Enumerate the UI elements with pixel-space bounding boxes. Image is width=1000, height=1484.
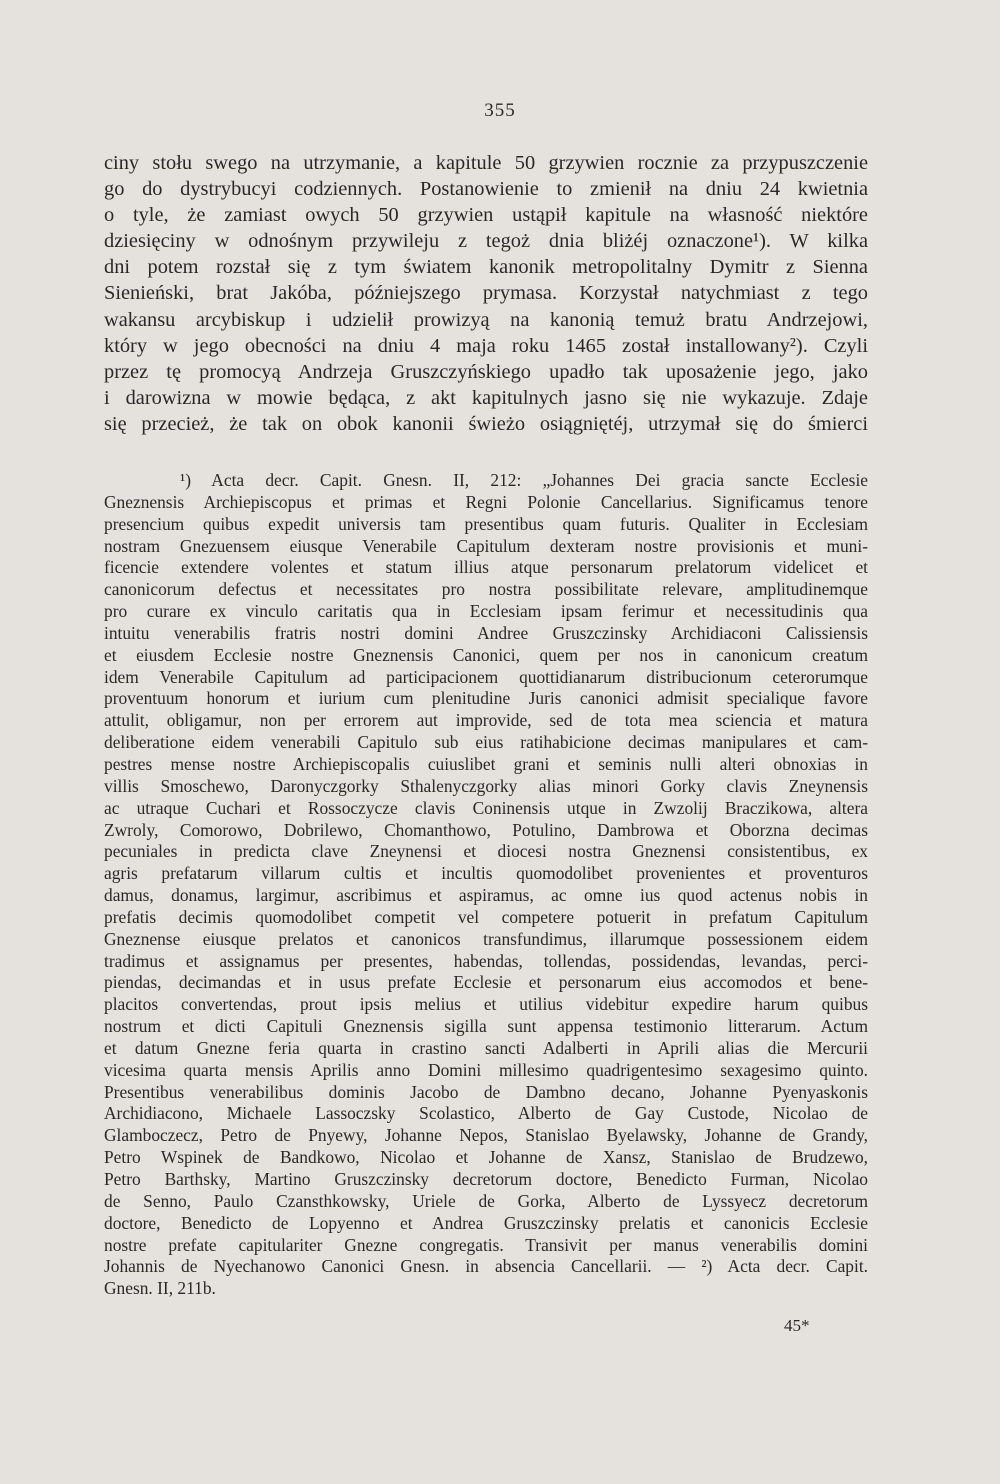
footnote-line: intuitu venerabilis fratris nostri domini Andree Gruszczinsky Archidiaconi Calissiensis: [104, 622, 868, 643]
text-line: o tyle, że zamiast owych 50 grzywien ustąpił kapitule na własność niektóre: [104, 204, 868, 227]
footnotes: [104, 470, 868, 1300]
footnote-line: ficencie extendere volentes et statum illius atque personarum prelatorum videlicet et: [104, 557, 868, 578]
footnote-line: et eiusdem Ecclesie nostre Gneznensis Canonici, quem per nos in canonicum creatum: [104, 644, 868, 665]
footnote-line: ac utraque Cuchari et Rossoczycze clavis Coninensis utque in Zwzolij Braczikowa, altera: [104, 797, 868, 818]
footnote-line: attulit, obligamur, non per errorem aut improvide, sed de tota mea sciencia et matura: [104, 710, 868, 731]
printer-signature: 45*: [784, 1316, 810, 1335]
footnote-line: pestres mense nostre Archiepiscopalis cuiuslibet grani et seminis nulli alteri obnoxias in: [104, 753, 868, 774]
text-line: który w jego obecności na dniu 4 maja roku 1465 został installowany²). Czyli: [104, 334, 868, 357]
footnote-line: Zwroly, Comorowo, Dobrilewo, Chomanthowo, Potulino, Dambrowa et Oborzna decimas: [104, 819, 868, 840]
text-line: Sienieński, brat Jakóba, późniejszego prymasa. Korzystał natychmiast z tego: [104, 282, 868, 305]
footnote-line: Petro Barthsky, Martino Gruszczinsky decretorum doctore, Benedicto Furman, Nicolao: [104, 1169, 868, 1189]
page-number: 355: [484, 100, 516, 121]
text-line: dziesięciny w odnośnym przywileju z tegoż dnia bliżéj oznaczone¹). W kilka: [104, 230, 868, 253]
footnote-line: proventuum honorum et iurium cum plenitudine Juris canonici admisit specialique favore: [104, 688, 868, 709]
footnote-line: agris prefatarum villarum cultis et incultis quomodolibet provenientes et proventuros: [104, 863, 868, 884]
text-line: go do dystrybucyi codziennych. Postanowienie to zmienił na dniu 24 kwietnia: [104, 178, 868, 201]
footnote-line: Gneznense eiusque prelatos et canonicos transfundimus, illarumque possessionem eidem: [104, 928, 868, 949]
footnote-line: canonicorum defectus et necessitates pro nostra possibilitate relevare, amplitudinemque: [104, 579, 868, 600]
footnote-line: deliberatione eidem venerabili Capitulo sub eius ratihabicione decimas manipulares et cam-: [104, 732, 868, 753]
footnote-line: de Senno, Paulo Czansthkowsky, Uriele de Gorka, Alberto de Lyssyecz decretorum: [104, 1190, 868, 1211]
footnote-line: nostre prefate capitulariter Gnezne congregatis. Transivit per manus venerabilis domini: [104, 1234, 868, 1255]
footnote-line: et datum Gnezne feria quarta in crastino sancti Adalberti in Aprili alias die Mercurii: [104, 1037, 868, 1058]
footnote-line: Gnesn. II, 211b.: [104, 1278, 216, 1299]
footnote-line: villis Smoschewo, Daronyczgorky Sthalenyczgorky alias minori Gorky clavis Zneynensis: [104, 775, 868, 796]
footnote-line: piendas, decimandas et in usus prefate Ecclesie et personarum eius accomodos et bene-: [104, 972, 868, 993]
text-line: dni potem rozstał się z tym światem kanonik metropolitalny Dymitr z Sienna: [104, 256, 868, 279]
footnote-line: pro curare ex vinculo caritatis qua in Ecclesiam ipsam ferimur et necessitudinis qua: [104, 601, 868, 622]
text-line: i darowizna w mowie będąca, z akt kapitulnych jasno się nie wykazuje. Zdaje: [104, 386, 868, 409]
main-text: [104, 150, 868, 437]
footnote-line: pecuniales in predicta clave Zneynensi et diocesi nostra Gneznensi consistentibus, ex: [104, 841, 868, 862]
footnote-line: idem Venerabile Capitulum ad participacionem quottidianarum distribucionum ceterorumque: [104, 666, 868, 687]
footnote-line: placitos convertendas, prout ipsis melius et utilius videbitur expedire harum quibus: [104, 994, 868, 1015]
footnote-line: presencium quibus expedit universis tam presentibus quam futuris. Qualiter in Ecclesiam: [104, 513, 868, 534]
footnote-line: Petro Wspinek de Bandkowo, Nicolao et Johanne de Xansz, Stanislao de Brudzewo,: [104, 1147, 868, 1168]
footnote-line: Gneznensis Archiepiscopus et primas et Regni Polonie Cancellarius. Significamus tenore: [104, 491, 868, 512]
text-line: się przecież, że tak on obok kanonii świeżo osiągniętéj, utrzymał się do śmierci: [104, 412, 868, 435]
footnote-line: doctore, Benedicto de Lopyenno et Andrea Gruszczinsky prelatis et canonicis Ecclesie: [104, 1212, 868, 1233]
footnote-line: damus, donamus, largimur, ascribimus et aspiramus, ac omne ius quod actenus nobis in: [104, 885, 868, 906]
text-line: przez tę promocyą Andrzeja Gruszczyńskiego upadło tak uposażenie jego, jako: [104, 360, 868, 383]
footnote-line: vicesima quarta mensis Aprilis anno Domini millesimo quadrigentesimo sexagesimo quinto.: [104, 1059, 868, 1080]
footnote-line: nostram Gnezuensem eiusque Venerabile Capitulum dexteram nostre provisionis et muni-: [104, 535, 868, 556]
footnote-line: nostrum et dicti Capituli Gneznensis sigilla sunt appensa testimonio litterarum. Actum: [104, 1016, 868, 1037]
footnote-line: prefatis decimis quomodolibet competit vel competere potuerit in prefatum Capitulum: [104, 906, 868, 927]
footnote-line: Archidiacono, Michaele Lassoczsky Scolastico, Alberto de Gay Custode, Nicolao de: [104, 1103, 868, 1124]
footnote-line: Glamboczecz, Petro de Pnyewy, Johanne Nepos, Stanislao Byelawsky, Johanne de Grandy,: [104, 1125, 868, 1146]
footnote-line: Presentibus venerabilibus dominis Jacobo de Dambno decano, Johanne Pyenyaskonis: [104, 1081, 868, 1102]
footnote-line: tradimus et assignamus per presentes, habendas, tollendas, possidendas, levandas, perci-: [104, 950, 868, 971]
text-line: wakansu arcybiskup i udzielił prowizyą na kanonią temuż bratu Andrzejowi,: [104, 308, 868, 331]
text-line: ciny stołu swego na utrzymanie, a kapitule 50 grzywien rocznie za przypuszczenie: [104, 152, 868, 174]
footnote-line: ¹) Acta decr. Capit. Gnesn. II, 212: „Johannes Dei gracia sancte Ecclesie: [180, 470, 868, 490]
footnote-line: Johannis de Nyechanowo Canonici Gnesn. in absencia Cancellarii. — ²) Acta decr. Capit.: [104, 1256, 868, 1277]
